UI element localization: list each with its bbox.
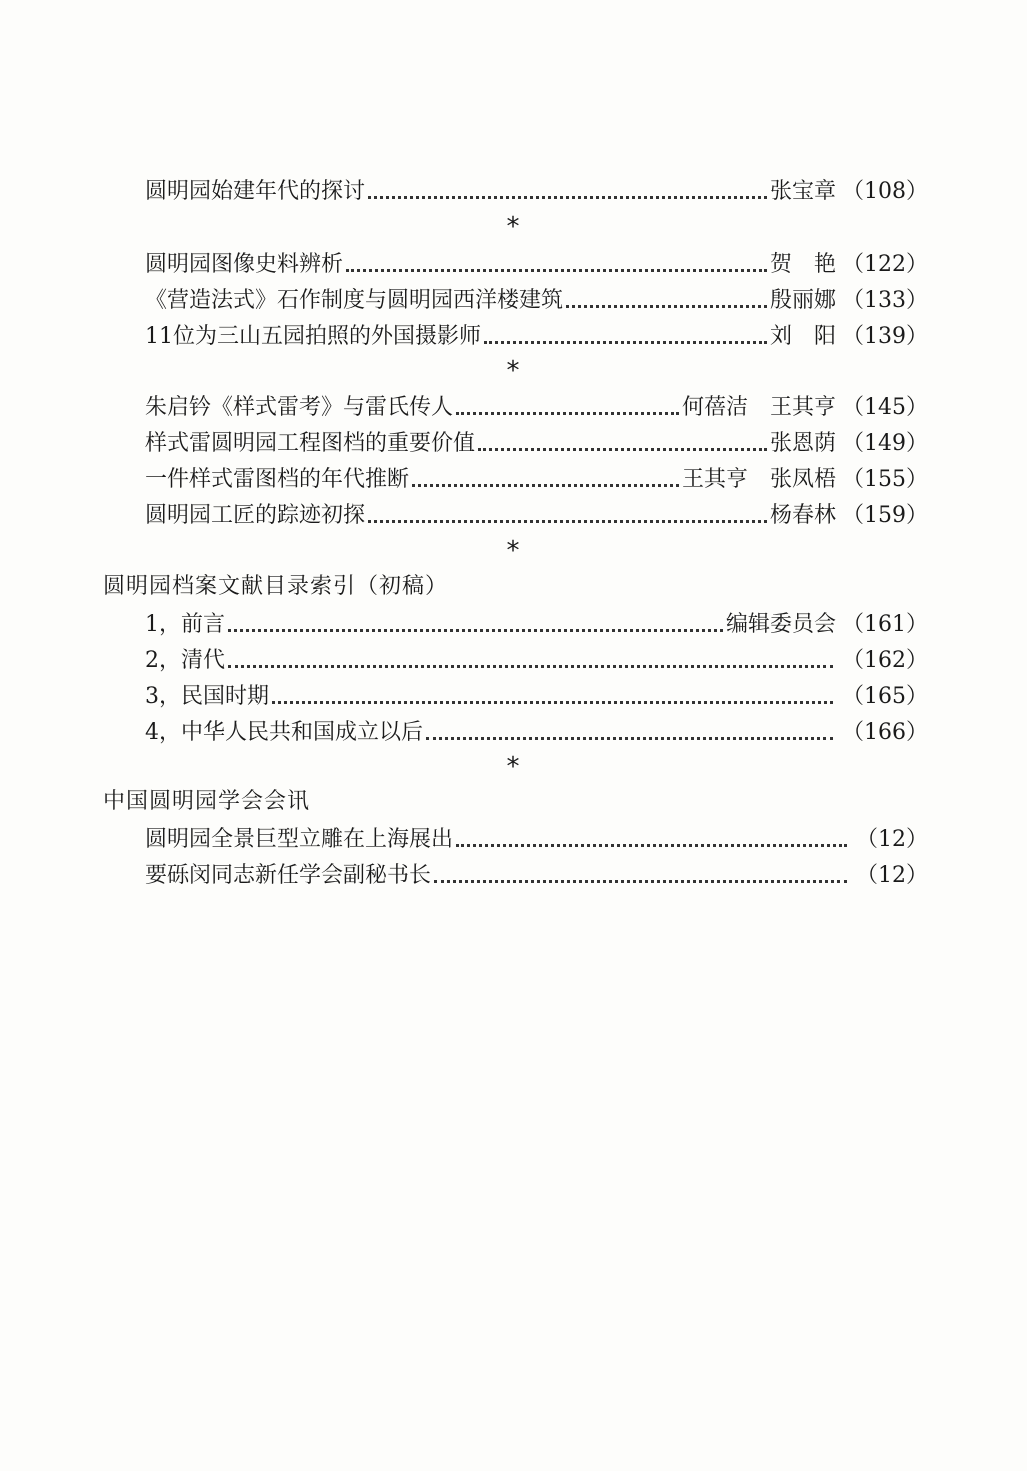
dot-leader bbox=[412, 484, 679, 487]
toc-entry bbox=[145, 711, 928, 747]
toc-entry bbox=[145, 458, 928, 494]
entry-title: 11位为三山五园拍照的外国摄影师 bbox=[145, 324, 481, 349]
entry-title: 样式雷圆明园工程图档的重要价值 bbox=[145, 431, 476, 456]
separator-star: * bbox=[506, 536, 520, 566]
toc-entry bbox=[145, 639, 928, 675]
section-heading: 中国圆明园学会会讯 bbox=[103, 789, 311, 814]
dot-leader bbox=[434, 880, 847, 883]
entry-author: 王其亨 张凤梧 bbox=[681, 467, 836, 492]
entry-title: 3，民国时期 bbox=[145, 684, 269, 709]
entry-author: 编辑委员会 bbox=[725, 612, 836, 637]
toc-entry bbox=[145, 675, 928, 711]
toc-entry bbox=[145, 854, 928, 890]
entry-title: 4，中华人民共和国成立以后 bbox=[145, 720, 423, 745]
entry-page: （108） bbox=[842, 179, 928, 204]
entry-page: （12） bbox=[856, 863, 928, 888]
entry-title: 圆明园图像史料辨析 bbox=[145, 252, 344, 277]
dot-leader bbox=[272, 701, 833, 704]
entry-author: 张宝章 bbox=[769, 179, 836, 204]
toc-entry bbox=[145, 386, 928, 422]
entry-title: 2，清代 bbox=[145, 648, 225, 673]
toc-entry bbox=[145, 170, 928, 206]
entry-page: （161） bbox=[842, 612, 928, 637]
entry-page: （162） bbox=[842, 648, 928, 673]
dot-leader bbox=[368, 196, 767, 199]
entry-author: 刘 阳 bbox=[769, 324, 836, 349]
entry-page: （165） bbox=[842, 684, 928, 709]
dot-leader bbox=[368, 520, 767, 523]
entry-page: （122） bbox=[842, 252, 928, 277]
entry-page: （155） bbox=[842, 467, 928, 492]
toc-entry bbox=[145, 279, 928, 315]
entry-title: 圆明园全景巨型立雕在上海展出 bbox=[145, 827, 454, 852]
toc-entry bbox=[145, 818, 928, 854]
entry-title: 圆明园工匠的踪迹初探 bbox=[145, 503, 366, 528]
entry-author: 张恩荫 bbox=[769, 431, 836, 456]
entry-author: 贺 艳 bbox=[769, 252, 836, 277]
entry-title: 《营造法式》石作制度与圆明园西洋楼建筑 bbox=[145, 288, 564, 313]
entry-title: 朱启钤《样式雷考》与雷氏传人 bbox=[145, 395, 454, 420]
dot-leader bbox=[426, 737, 833, 740]
separator-star: * bbox=[506, 356, 520, 386]
entry-page: （149） bbox=[842, 431, 928, 456]
entry-page: （133） bbox=[842, 288, 928, 313]
dot-leader bbox=[478, 448, 767, 451]
dot-leader bbox=[456, 412, 679, 415]
entry-title: 一件样式雷图档的年代推断 bbox=[145, 467, 410, 492]
entry-author: 杨春林 bbox=[769, 503, 836, 528]
dot-leader bbox=[228, 665, 833, 668]
toc-entry bbox=[145, 603, 928, 639]
dot-leader bbox=[484, 341, 767, 344]
entry-page: （145） bbox=[842, 395, 928, 420]
entry-author: 何蓓洁 王其亨 bbox=[681, 395, 836, 420]
entry-page: （139） bbox=[842, 324, 928, 349]
toc-entry bbox=[145, 494, 928, 530]
toc-entry bbox=[145, 422, 928, 458]
dot-leader bbox=[566, 305, 767, 308]
entry-title: 圆明园始建年代的探讨 bbox=[145, 179, 366, 204]
dot-leader bbox=[346, 269, 767, 272]
separator-star: * bbox=[506, 212, 520, 242]
entry-title: 1，前言 bbox=[145, 612, 225, 637]
section-heading: 圆明园档案文献目录索引（初稿） bbox=[103, 574, 449, 599]
toc-entry bbox=[145, 243, 928, 279]
dot-leader bbox=[228, 629, 723, 632]
entry-author: 殷丽娜 bbox=[769, 288, 836, 313]
entry-page: （166） bbox=[842, 720, 928, 745]
dot-leader bbox=[456, 844, 847, 847]
toc-entry bbox=[145, 315, 928, 351]
entry-page: （159） bbox=[842, 503, 928, 528]
entry-page: （12） bbox=[856, 827, 928, 852]
entry-title: 要砾闵同志新任学会副秘书长 bbox=[145, 863, 432, 888]
separator-star: * bbox=[506, 752, 520, 782]
